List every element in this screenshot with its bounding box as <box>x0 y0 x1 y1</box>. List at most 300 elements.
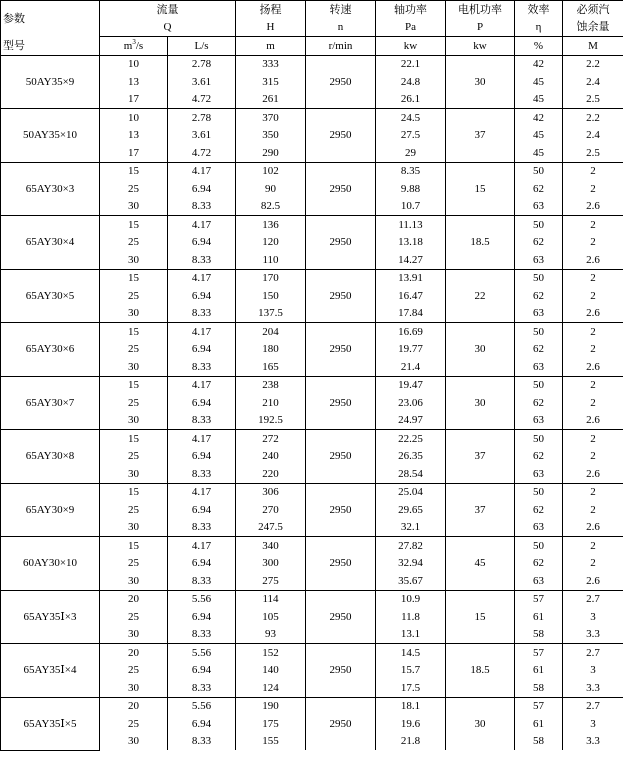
unit-flow-ls: L/s <box>168 37 236 56</box>
table-row <box>1 697 623 715</box>
flow-m3s-cell: 13 <box>100 127 168 145</box>
model-cell: 65AY30×3 <box>1 162 100 216</box>
head-cell: 290 <box>236 144 306 162</box>
npsh-cell: 3.3 <box>563 733 623 751</box>
flow-m3s-cell: 30 <box>100 626 168 644</box>
motor-power-cell: 18.5 <box>446 644 515 698</box>
head-cell: 180 <box>236 341 306 359</box>
efficiency-cell: 61 <box>515 715 563 733</box>
unit-per-s: /s <box>135 39 144 52</box>
flow-ls-cell: 8.33 <box>168 572 236 590</box>
efficiency-cell: 50 <box>515 269 563 287</box>
npsh-cell: 2.5 <box>563 91 623 109</box>
flow-ls-cell: 6.94 <box>168 448 236 466</box>
speed-cell: 2950 <box>306 162 376 216</box>
flow-header: 流量 <box>100 1 236 19</box>
flow-m3s-cell: 10 <box>100 55 168 73</box>
flow-m3s-cell: 30 <box>100 465 168 483</box>
unit-shaft-power: kw <box>376 37 446 56</box>
flow-ls-cell: 6.94 <box>168 608 236 626</box>
head-cell: 220 <box>236 465 306 483</box>
flow-m3s-cell: 25 <box>100 555 168 573</box>
npsh-cell: 2.6 <box>563 465 623 483</box>
flow-ls-cell: 4.17 <box>168 216 236 234</box>
flow-ls-cell: 5.56 <box>168 697 236 715</box>
npsh-cell: 2 <box>563 483 623 501</box>
npsh-cell: 3.3 <box>563 626 623 644</box>
head-cell: 315 <box>236 73 306 91</box>
shaft-power-cell: 9.88 <box>376 180 446 198</box>
unit-npsh: M <box>563 37 623 56</box>
flow-ls-cell: 8.33 <box>168 251 236 269</box>
flow-m3s-cell: 30 <box>100 305 168 323</box>
speed-cell: 2950 <box>306 55 376 109</box>
shaft-power-cell: 27.82 <box>376 537 446 555</box>
flow-ls-cell: 2.78 <box>168 109 236 127</box>
flow-ls-cell: 4.17 <box>168 323 236 341</box>
flow-ls-cell: 6.94 <box>168 394 236 412</box>
head-header: 扬程 <box>236 1 306 19</box>
shaft-power-cell: 24.8 <box>376 73 446 91</box>
flow-ls-cell: 4.17 <box>168 162 236 180</box>
flow-m3s-cell: 30 <box>100 733 168 751</box>
shaft-power-cell: 13.1 <box>376 626 446 644</box>
unit-head: m <box>236 37 306 56</box>
shaft-power-cell: 19.47 <box>376 376 446 394</box>
head-cell: 110 <box>236 251 306 269</box>
npsh-cell: 2 <box>563 323 623 341</box>
efficiency-cell: 63 <box>515 198 563 216</box>
flow-ls-cell: 8.33 <box>168 358 236 376</box>
speed-cell: 2950 <box>306 697 376 750</box>
npsh-cell: 2 <box>563 448 623 466</box>
npsh-cell: 2.2 <box>563 109 623 127</box>
table-row <box>1 55 623 73</box>
shaft-power-cell: 21.8 <box>376 733 446 751</box>
efficiency-header: 效率 <box>515 1 563 19</box>
model-cell: 65AY35Ⅰ×4 <box>1 644 100 698</box>
header-row-names <box>1 1 623 19</box>
flow-m3s-cell: 25 <box>100 341 168 359</box>
flow-m3s-cell: 30 <box>100 198 168 216</box>
efficiency-cell: 62 <box>515 180 563 198</box>
flow-m3s-cell: 30 <box>100 251 168 269</box>
shaft-power-cell: 19.77 <box>376 341 446 359</box>
head-cell: 102 <box>236 162 306 180</box>
efficiency-cell: 63 <box>515 465 563 483</box>
efficiency-cell: 63 <box>515 305 563 323</box>
param-header: 参数 <box>1 1 100 37</box>
npsh-cell: 2 <box>563 234 623 252</box>
flow-m3s-cell: 15 <box>100 537 168 555</box>
speed-cell: 2950 <box>306 109 376 163</box>
flow-ls-cell: 2.78 <box>168 55 236 73</box>
spec-table-body <box>1 55 623 750</box>
flow-m3s-cell: 25 <box>100 501 168 519</box>
npsh-cell: 2.6 <box>563 358 623 376</box>
speed-cell: 2950 <box>306 537 376 591</box>
npsh-cell: 3 <box>563 608 623 626</box>
npsh-cell: 2 <box>563 430 623 448</box>
shaft-power-cell: 17.84 <box>376 305 446 323</box>
model-cell: 65AY30×9 <box>1 483 100 537</box>
efficiency-cell: 58 <box>515 626 563 644</box>
unit-m: m <box>123 39 133 52</box>
head-cell: 192.5 <box>236 412 306 430</box>
speed-cell: 2950 <box>306 376 376 430</box>
flow-m3s-cell: 30 <box>100 679 168 697</box>
flow-ls-cell: 6.94 <box>168 662 236 680</box>
efficiency-cell: 57 <box>515 590 563 608</box>
header-row-units <box>1 37 623 56</box>
head-cell: 300 <box>236 555 306 573</box>
shaft-power-symbol: Pa <box>376 19 446 37</box>
shaft-power-cell: 21.4 <box>376 358 446 376</box>
npsh-cell: 2 <box>563 394 623 412</box>
table-row <box>1 376 623 394</box>
npsh-cell: 2 <box>563 162 623 180</box>
efficiency-cell: 57 <box>515 697 563 715</box>
efficiency-cell: 63 <box>515 519 563 537</box>
shaft-power-cell: 10.9 <box>376 590 446 608</box>
motor-power-cell: 37 <box>446 430 515 484</box>
flow-ls-cell: 8.33 <box>168 305 236 323</box>
motor-power-symbol: P <box>446 19 515 37</box>
motor-power-cell: 15 <box>446 162 515 216</box>
shaft-power-cell: 10.7 <box>376 198 446 216</box>
flow-m3s-cell: 15 <box>100 162 168 180</box>
flow-m3s-cell: 15 <box>100 269 168 287</box>
efficiency-cell: 45 <box>515 144 563 162</box>
shaft-power-cell: 11.13 <box>376 216 446 234</box>
flow-m3s-cell: 25 <box>100 180 168 198</box>
table-row <box>1 483 623 501</box>
motor-power-cell: 22 <box>446 269 515 323</box>
efficiency-cell: 45 <box>515 127 563 145</box>
shaft-power-cell: 26.35 <box>376 448 446 466</box>
npsh-cell: 2.6 <box>563 412 623 430</box>
motor-power-cell: 15 <box>446 590 515 644</box>
flow-ls-cell: 8.33 <box>168 412 236 430</box>
motor-power-cell: 37 <box>446 483 515 537</box>
speed-cell: 2950 <box>306 483 376 537</box>
model-header: 型号 <box>1 37 100 56</box>
npsh-header-line2: 蚀余量 <box>563 19 623 37</box>
head-cell: 275 <box>236 572 306 590</box>
flow-m3s-cell: 20 <box>100 644 168 662</box>
efficiency-symbol: η <box>515 19 563 37</box>
motor-power-cell: 30 <box>446 697 515 750</box>
efficiency-cell: 50 <box>515 216 563 234</box>
model-cell: 65AY30×7 <box>1 376 100 430</box>
npsh-cell: 2.5 <box>563 144 623 162</box>
head-cell: 247.5 <box>236 519 306 537</box>
efficiency-cell: 58 <box>515 733 563 751</box>
efficiency-cell: 61 <box>515 662 563 680</box>
flow-ls-cell: 6.94 <box>168 341 236 359</box>
npsh-cell: 3.3 <box>563 679 623 697</box>
flow-m3s-cell: 25 <box>100 234 168 252</box>
shaft-power-cell: 28.54 <box>376 465 446 483</box>
head-cell: 272 <box>236 430 306 448</box>
head-cell: 306 <box>236 483 306 501</box>
npsh-cell: 2 <box>563 287 623 305</box>
head-cell: 333 <box>236 55 306 73</box>
flow-m3s-cell: 13 <box>100 73 168 91</box>
shaft-power-cell: 13.18 <box>376 234 446 252</box>
npsh-cell: 2.6 <box>563 198 623 216</box>
efficiency-cell: 45 <box>515 73 563 91</box>
npsh-cell: 2 <box>563 269 623 287</box>
efficiency-cell: 57 <box>515 644 563 662</box>
head-cell: 114 <box>236 590 306 608</box>
shaft-power-cell: 15.7 <box>376 662 446 680</box>
npsh-cell: 3 <box>563 662 623 680</box>
speed-header: 转速 <box>306 1 376 19</box>
speed-cell: 2950 <box>306 644 376 698</box>
shaft-power-cell: 32.1 <box>376 519 446 537</box>
flow-ls-cell: 8.33 <box>168 465 236 483</box>
table-row <box>1 590 623 608</box>
npsh-cell: 2.6 <box>563 572 623 590</box>
shaft-power-cell: 26.1 <box>376 91 446 109</box>
head-cell: 155 <box>236 733 306 751</box>
flow-ls-cell: 8.33 <box>168 733 236 751</box>
flow-ls-cell: 5.56 <box>168 590 236 608</box>
head-symbol: H <box>236 19 306 37</box>
head-cell: 238 <box>236 376 306 394</box>
speed-cell: 2950 <box>306 590 376 644</box>
flow-m3s-cell: 15 <box>100 430 168 448</box>
efficiency-cell: 58 <box>515 679 563 697</box>
head-cell: 90 <box>236 180 306 198</box>
shaft-power-cell: 24.97 <box>376 412 446 430</box>
model-cell: 50AY35×10 <box>1 109 100 163</box>
shaft-power-cell: 8.35 <box>376 162 446 180</box>
npsh-cell: 2.6 <box>563 251 623 269</box>
npsh-cell: 2.2 <box>563 55 623 73</box>
flow-ls-cell: 8.33 <box>168 679 236 697</box>
head-cell: 370 <box>236 109 306 127</box>
efficiency-cell: 62 <box>515 234 563 252</box>
efficiency-cell: 42 <box>515 55 563 73</box>
head-cell: 105 <box>236 608 306 626</box>
efficiency-cell: 45 <box>515 91 563 109</box>
efficiency-cell: 63 <box>515 358 563 376</box>
shaft-power-cell: 22.25 <box>376 430 446 448</box>
head-cell: 350 <box>236 127 306 145</box>
flow-ls-cell: 4.72 <box>168 144 236 162</box>
shaft-power-cell: 19.6 <box>376 715 446 733</box>
table-row <box>1 162 623 180</box>
flow-m3s-cell: 25 <box>100 715 168 733</box>
shaft-power-cell: 11.8 <box>376 608 446 626</box>
efficiency-cell: 50 <box>515 323 563 341</box>
flow-ls-cell: 4.17 <box>168 483 236 501</box>
table-row <box>1 537 623 555</box>
speed-symbol: n <box>306 19 376 37</box>
unit-speed: r/min <box>306 37 376 56</box>
shaft-power-cell: 13.91 <box>376 269 446 287</box>
flow-m3s-cell: 30 <box>100 412 168 430</box>
head-cell: 124 <box>236 679 306 697</box>
shaft-power-cell: 32.94 <box>376 555 446 573</box>
flow-m3s-cell: 25 <box>100 662 168 680</box>
flow-m3s-cell: 15 <box>100 376 168 394</box>
efficiency-cell: 50 <box>515 483 563 501</box>
npsh-cell: 2.7 <box>563 697 623 715</box>
head-cell: 120 <box>236 234 306 252</box>
table-row <box>1 216 623 234</box>
shaft-power-cell: 25.04 <box>376 483 446 501</box>
head-cell: 210 <box>236 394 306 412</box>
motor-power-cell: 18.5 <box>446 216 515 270</box>
flow-m3s-cell: 17 <box>100 91 168 109</box>
table-row <box>1 269 623 287</box>
npsh-cell: 2 <box>563 376 623 394</box>
flow-ls-cell: 3.61 <box>168 73 236 91</box>
flow-ls-cell: 5.56 <box>168 644 236 662</box>
head-cell: 270 <box>236 501 306 519</box>
shaft-power-cell: 35.67 <box>376 572 446 590</box>
shaft-power-cell: 22.1 <box>376 55 446 73</box>
shaft-power-header: 轴功率 <box>376 1 446 19</box>
model-cell: 65AY30×5 <box>1 269 100 323</box>
head-cell: 261 <box>236 91 306 109</box>
flow-m3s-cell: 15 <box>100 483 168 501</box>
head-cell: 140 <box>236 662 306 680</box>
shaft-power-cell: 16.69 <box>376 323 446 341</box>
efficiency-cell: 62 <box>515 501 563 519</box>
flow-ls-cell: 6.94 <box>168 555 236 573</box>
flow-m3s-cell: 15 <box>100 323 168 341</box>
shaft-power-cell: 29 <box>376 144 446 162</box>
unit-flow-m3s <box>100 37 168 56</box>
npsh-cell: 2.4 <box>563 73 623 91</box>
head-cell: 150 <box>236 287 306 305</box>
head-cell: 136 <box>236 216 306 234</box>
efficiency-cell: 62 <box>515 448 563 466</box>
flow-ls-cell: 6.94 <box>168 234 236 252</box>
flow-m3s-cell: 30 <box>100 519 168 537</box>
npsh-header-line1: 必须汽 <box>563 1 623 19</box>
flow-m3s-cell: 25 <box>100 287 168 305</box>
speed-cell: 2950 <box>306 323 376 377</box>
efficiency-cell: 50 <box>515 376 563 394</box>
flow-ls-cell: 8.33 <box>168 626 236 644</box>
flow-ls-cell: 6.94 <box>168 501 236 519</box>
motor-power-cell: 30 <box>446 376 515 430</box>
efficiency-cell: 62 <box>515 555 563 573</box>
speed-cell: 2950 <box>306 430 376 484</box>
speed-cell: 2950 <box>306 216 376 270</box>
model-cell: 65AY30×6 <box>1 323 100 377</box>
unit-motor-power: kw <box>446 37 515 56</box>
shaft-power-cell: 24.5 <box>376 109 446 127</box>
efficiency-cell: 63 <box>515 572 563 590</box>
head-cell: 204 <box>236 323 306 341</box>
flow-m3s-cell: 25 <box>100 394 168 412</box>
head-cell: 170 <box>236 269 306 287</box>
shaft-power-cell: 18.1 <box>376 697 446 715</box>
head-cell: 165 <box>236 358 306 376</box>
efficiency-cell: 62 <box>515 394 563 412</box>
npsh-cell: 2.6 <box>563 519 623 537</box>
table-row <box>1 109 623 127</box>
flow-ls-cell: 8.33 <box>168 198 236 216</box>
efficiency-cell: 62 <box>515 341 563 359</box>
flow-ls-cell: 4.17 <box>168 269 236 287</box>
shaft-power-cell: 17.5 <box>376 679 446 697</box>
model-cell: 50AY35×9 <box>1 55 100 109</box>
efficiency-cell: 50 <box>515 537 563 555</box>
flow-ls-cell: 6.94 <box>168 715 236 733</box>
flow-m3s-cell: 30 <box>100 572 168 590</box>
table-row <box>1 323 623 341</box>
head-cell: 340 <box>236 537 306 555</box>
efficiency-cell: 62 <box>515 287 563 305</box>
flow-m3s-cell: 25 <box>100 448 168 466</box>
efficiency-cell: 63 <box>515 251 563 269</box>
flow-ls-cell: 6.94 <box>168 287 236 305</box>
efficiency-cell: 61 <box>515 608 563 626</box>
shaft-power-cell: 14.5 <box>376 644 446 662</box>
head-cell: 82.5 <box>236 198 306 216</box>
flow-ls-cell: 8.33 <box>168 519 236 537</box>
efficiency-cell: 50 <box>515 162 563 180</box>
npsh-cell: 3 <box>563 715 623 733</box>
npsh-cell: 2 <box>563 341 623 359</box>
unit-efficiency: % <box>515 37 563 56</box>
flow-m3s-cell: 20 <box>100 590 168 608</box>
head-cell: 190 <box>236 697 306 715</box>
head-cell: 175 <box>236 715 306 733</box>
flow-m3s-cell: 25 <box>100 608 168 626</box>
efficiency-cell: 63 <box>515 412 563 430</box>
flow-m3s-cell: 10 <box>100 109 168 127</box>
head-cell: 93 <box>236 626 306 644</box>
motor-power-cell: 45 <box>446 537 515 591</box>
motor-power-cell: 30 <box>446 323 515 377</box>
model-cell: 65AY35Ⅰ×3 <box>1 590 100 644</box>
flow-m3s-cell: 30 <box>100 358 168 376</box>
npsh-cell: 2 <box>563 537 623 555</box>
shaft-power-cell: 14.27 <box>376 251 446 269</box>
npsh-cell: 2 <box>563 216 623 234</box>
model-cell: 65AY30×8 <box>1 430 100 484</box>
flow-m3s-cell: 20 <box>100 697 168 715</box>
model-cell: 65AY35Ⅰ×5 <box>1 697 100 750</box>
flow-m3s-cell: 15 <box>100 216 168 234</box>
head-cell: 240 <box>236 448 306 466</box>
motor-power-cell: 37 <box>446 109 515 163</box>
model-cell: 60AY30×10 <box>1 537 100 591</box>
flow-symbol: Q <box>100 19 236 37</box>
flow-m3s-cell: 17 <box>100 144 168 162</box>
npsh-cell: 2.6 <box>563 305 623 323</box>
shaft-power-cell: 29.65 <box>376 501 446 519</box>
flow-ls-cell: 6.94 <box>168 180 236 198</box>
model-cell: 65AY30×4 <box>1 216 100 270</box>
efficiency-cell: 42 <box>515 109 563 127</box>
flow-ls-cell: 4.72 <box>168 91 236 109</box>
npsh-cell: 2 <box>563 555 623 573</box>
shaft-power-cell: 16.47 <box>376 287 446 305</box>
npsh-cell: 2.4 <box>563 127 623 145</box>
npsh-cell: 2.7 <box>563 590 623 608</box>
motor-power-header: 电机功率 <box>446 1 515 19</box>
shaft-power-cell: 27.5 <box>376 127 446 145</box>
